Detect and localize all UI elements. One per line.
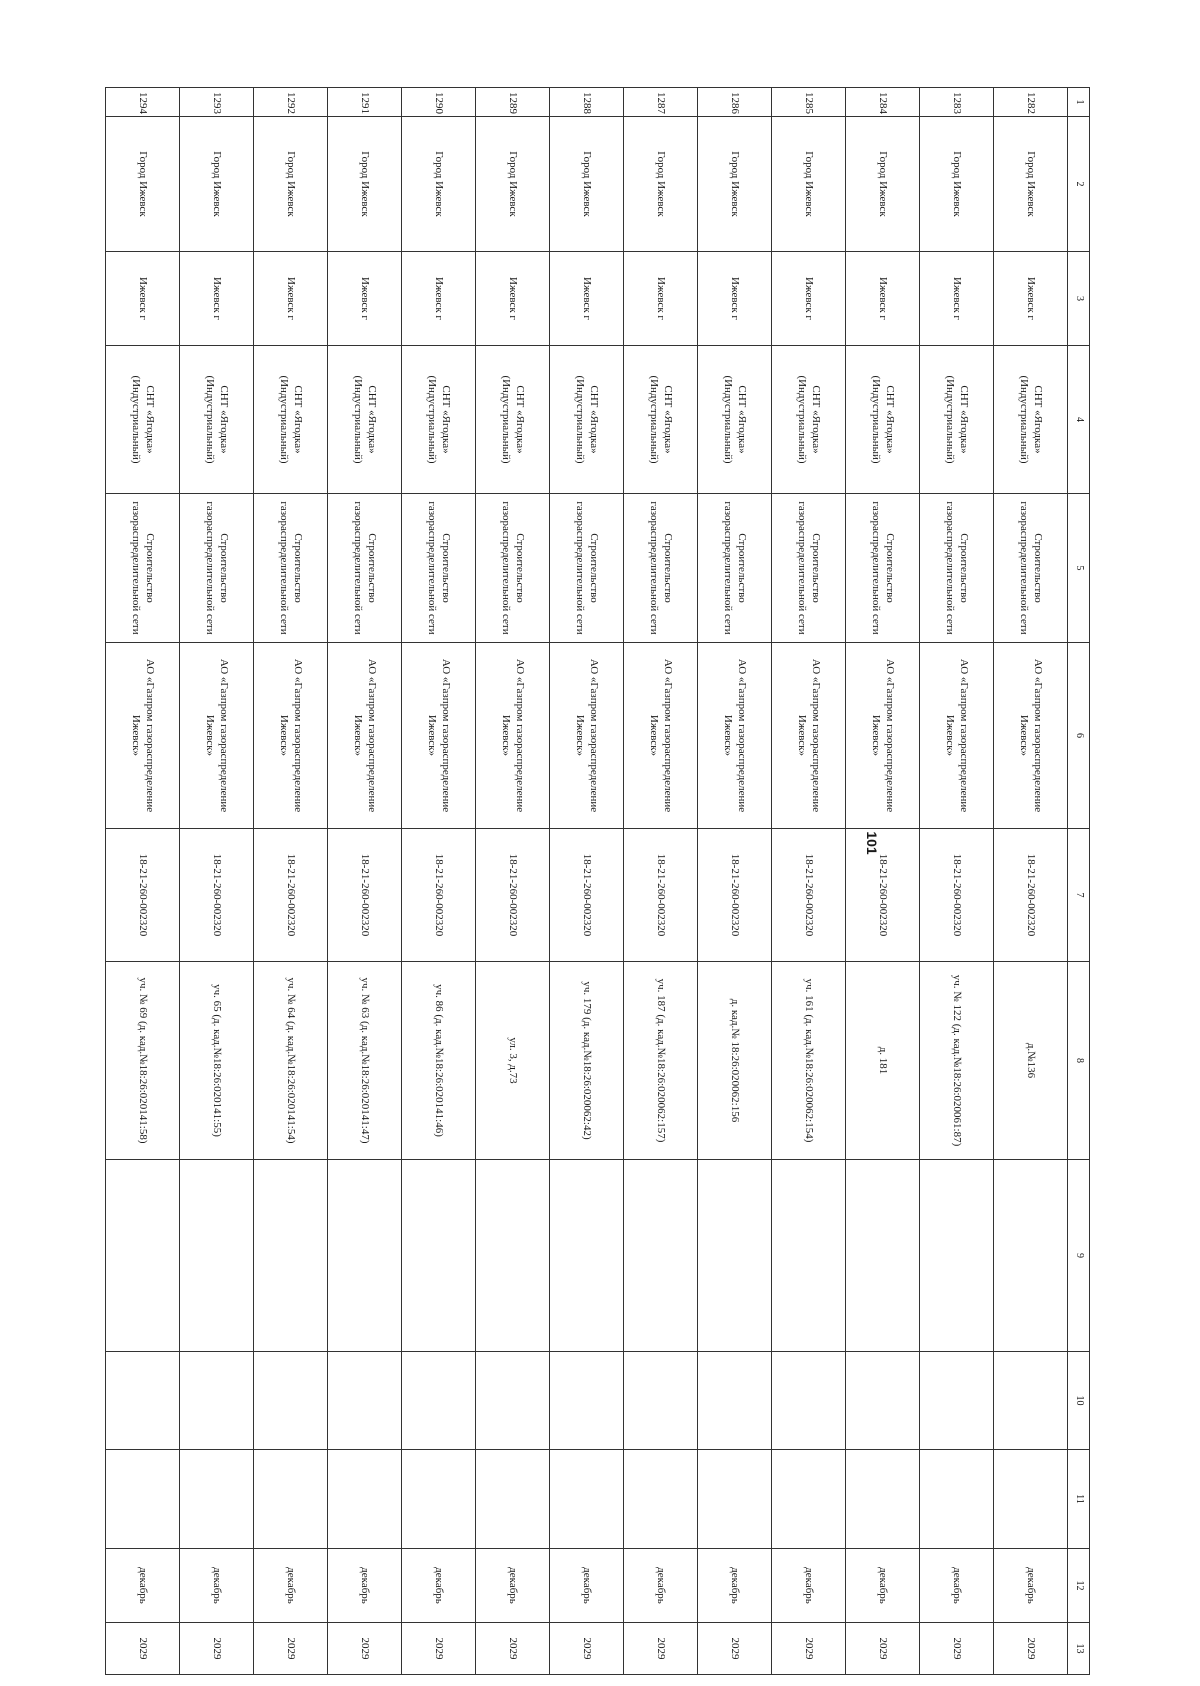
month-cell: декабрь bbox=[328, 1549, 402, 1623]
settlement-cell: Ижевск г bbox=[402, 252, 476, 346]
col11-cell bbox=[254, 1450, 328, 1549]
work-type-cell: Строительство газораспределительной сети bbox=[180, 494, 254, 643]
organization-cell: АО «Газпром газораспределение Ижевск» bbox=[476, 643, 550, 829]
row-number-cell: 1292 bbox=[254, 88, 328, 117]
settlement-cell: Ижевск г bbox=[328, 252, 402, 346]
table-row bbox=[920, 88, 994, 1675]
month-cell: декабрь bbox=[254, 1549, 328, 1623]
permit-number-cell: 18-21-260-002320 bbox=[994, 829, 1068, 962]
table-row bbox=[254, 88, 328, 1675]
organization-cell: АО «Газпром газораспределение Ижевск» bbox=[106, 643, 180, 829]
location-cell: СНТ «Ягодка» (Индустриальный) bbox=[476, 346, 550, 494]
municipality-cell: Город Ижевск bbox=[180, 117, 254, 252]
municipality-cell: Город Ижевск bbox=[772, 117, 846, 252]
organization-cell: АО «Газпром газораспределение Ижевск» bbox=[254, 643, 328, 829]
col11-cell bbox=[920, 1450, 994, 1549]
header-cell: 6 bbox=[1068, 643, 1090, 829]
col11-cell bbox=[624, 1450, 698, 1549]
col11-cell bbox=[106, 1450, 180, 1549]
permit-number-cell: 18-21-260-002320 bbox=[402, 829, 476, 962]
work-type-cell: Строительство газораспределительной сети bbox=[994, 494, 1068, 643]
municipality-cell: Город Ижевск bbox=[624, 117, 698, 252]
settlement-cell: Ижевск г bbox=[920, 252, 994, 346]
table-row bbox=[698, 88, 772, 1675]
location-cell: СНТ «Ягодка» (Индустриальный) bbox=[254, 346, 328, 494]
work-type-cell: Строительство газораспределительной сети bbox=[920, 494, 994, 643]
row-number-cell: 1289 bbox=[476, 88, 550, 117]
year-cell: 2029 bbox=[550, 1623, 624, 1675]
row-number-cell: 1288 bbox=[550, 88, 624, 117]
organization-cell: АО «Газпром газораспределение Ижевск» bbox=[624, 643, 698, 829]
col10-cell bbox=[106, 1352, 180, 1450]
settlement-cell: Ижевск г bbox=[106, 252, 180, 346]
year-cell: 2029 bbox=[254, 1623, 328, 1675]
table-row bbox=[106, 88, 180, 1675]
year-cell: 2029 bbox=[994, 1623, 1068, 1675]
col11-cell bbox=[994, 1450, 1068, 1549]
settlement-cell: Ижевск г bbox=[476, 252, 550, 346]
municipality-cell: Город Ижевск bbox=[846, 117, 920, 252]
address-cell: уч. 187 (д. кад.№18:26:020062:157) bbox=[624, 962, 698, 1160]
header-cell: 4 bbox=[1068, 346, 1090, 494]
header-cell: 11 bbox=[1068, 1450, 1090, 1549]
row-number-cell: 1291 bbox=[328, 88, 402, 117]
address-cell: д. 181 bbox=[846, 962, 920, 1160]
organization-cell: АО «Газпром газораспределение Ижевск» bbox=[698, 643, 772, 829]
month-cell: декабрь bbox=[550, 1549, 624, 1623]
month-cell: декабрь bbox=[920, 1549, 994, 1623]
data-table bbox=[105, 87, 1090, 1675]
header-row bbox=[1068, 88, 1090, 1675]
municipality-cell: Город Ижевск bbox=[550, 117, 624, 252]
year-cell: 2029 bbox=[402, 1623, 476, 1675]
permit-number-cell: 18-21-260-002320 bbox=[698, 829, 772, 962]
location-cell: СНТ «Ягодка» (Индустриальный) bbox=[920, 346, 994, 494]
month-cell: декабрь bbox=[180, 1549, 254, 1623]
permit-number-cell: 18-21-260-002320 bbox=[846, 829, 920, 962]
address-cell: уч. 179 (д. кад.№18:26:020062:42) bbox=[550, 962, 624, 1160]
month-cell: декабрь bbox=[106, 1549, 180, 1623]
settlement-cell: Ижевск г bbox=[846, 252, 920, 346]
settlement-cell: Ижевск г bbox=[254, 252, 328, 346]
col10-cell bbox=[402, 1352, 476, 1450]
location-cell: СНТ «Ягодка» (Индустриальный) bbox=[772, 346, 846, 494]
col9-cell bbox=[550, 1160, 624, 1352]
permit-number-cell: 18-21-260-002320 bbox=[920, 829, 994, 962]
col9-cell bbox=[328, 1160, 402, 1352]
organization-cell: АО «Газпром газораспределение Ижевск» bbox=[772, 643, 846, 829]
row-number-cell: 1293 bbox=[180, 88, 254, 117]
municipality-cell: Город Ижевск bbox=[106, 117, 180, 252]
header-cell: 7 bbox=[1068, 829, 1090, 962]
col9-cell bbox=[624, 1160, 698, 1352]
row-number-cell: 1294 bbox=[106, 88, 180, 117]
year-cell: 2029 bbox=[698, 1623, 772, 1675]
col9-cell bbox=[402, 1160, 476, 1352]
settlement-cell: Ижевск г bbox=[772, 252, 846, 346]
col10-cell bbox=[476, 1352, 550, 1450]
col11-cell bbox=[550, 1450, 624, 1549]
header-cell: 8 bbox=[1068, 962, 1090, 1160]
work-type-cell: Строительство газораспределительной сети bbox=[476, 494, 550, 643]
col9-cell bbox=[994, 1160, 1068, 1352]
municipality-cell: Город Ижевск bbox=[402, 117, 476, 252]
address-cell: д. кад.№ 18:26:020062:156 bbox=[698, 962, 772, 1160]
row-number-cell: 1287 bbox=[624, 88, 698, 117]
location-cell: СНТ «Ягодка» (Индустриальный) bbox=[402, 346, 476, 494]
row-number-cell: 1282 bbox=[994, 88, 1068, 117]
col11-cell bbox=[402, 1450, 476, 1549]
row-number-cell: 1286 bbox=[698, 88, 772, 117]
col10-cell bbox=[550, 1352, 624, 1450]
permit-number-cell: 18-21-260-002320 bbox=[550, 829, 624, 962]
table-row bbox=[328, 88, 402, 1675]
month-cell: декабрь bbox=[698, 1549, 772, 1623]
permit-number-cell: 18-21-260-002320 bbox=[328, 829, 402, 962]
permit-number-cell: 18-21-260-002320 bbox=[624, 829, 698, 962]
header-cell: 13 bbox=[1068, 1623, 1090, 1675]
work-type-cell: Строительство газораспределительной сети bbox=[402, 494, 476, 643]
year-cell: 2029 bbox=[920, 1623, 994, 1675]
col9-cell bbox=[772, 1160, 846, 1352]
address-cell: д.№136 bbox=[994, 962, 1068, 1160]
location-cell: СНТ «Ягодка» (Индустриальный) bbox=[994, 346, 1068, 494]
header-cell: 12 bbox=[1068, 1549, 1090, 1623]
location-cell: СНТ «Ягодка» (Индустриальный) bbox=[550, 346, 624, 494]
municipality-cell: Город Ижевск bbox=[920, 117, 994, 252]
table-row bbox=[550, 88, 624, 1675]
permit-number-cell: 18-21-260-002320 bbox=[254, 829, 328, 962]
col10-cell bbox=[994, 1352, 1068, 1450]
organization-cell: АО «Газпром газораспределение Ижевск» bbox=[994, 643, 1068, 829]
address-cell: уч. 86 (д. кад.№18:26:020141:46) bbox=[402, 962, 476, 1160]
location-cell: СНТ «Ягодка» (Индустриальный) bbox=[328, 346, 402, 494]
header-cell: 9 bbox=[1068, 1160, 1090, 1352]
col9-cell bbox=[106, 1160, 180, 1352]
settlement-cell: Ижевск г bbox=[994, 252, 1068, 346]
organization-cell: АО «Газпром газораспределение Ижевск» bbox=[550, 643, 624, 829]
location-cell: СНТ «Ягодка» (Индустриальный) bbox=[106, 346, 180, 494]
col9-cell bbox=[180, 1160, 254, 1352]
col10-cell bbox=[328, 1352, 402, 1450]
municipality-cell: Город Ижевск bbox=[698, 117, 772, 252]
month-cell: декабрь bbox=[476, 1549, 550, 1623]
row-number-cell: 1284 bbox=[846, 88, 920, 117]
year-cell: 2029 bbox=[328, 1623, 402, 1675]
table-row bbox=[476, 88, 550, 1675]
col9-cell bbox=[476, 1160, 550, 1352]
table-row bbox=[402, 88, 476, 1675]
address-cell: уч. № 64 (д. кад.№18:26:020141:54) bbox=[254, 962, 328, 1160]
municipality-cell: Город Ижевск bbox=[476, 117, 550, 252]
work-type-cell: Строительство газораспределительной сети bbox=[106, 494, 180, 643]
table-row bbox=[846, 88, 920, 1675]
col10-cell bbox=[772, 1352, 846, 1450]
row-number-cell: 1283 bbox=[920, 88, 994, 117]
year-cell: 2029 bbox=[624, 1623, 698, 1675]
row-number-cell: 1285 bbox=[772, 88, 846, 117]
municipality-cell: Город Ижевск bbox=[328, 117, 402, 252]
month-cell: декабрь bbox=[846, 1549, 920, 1623]
work-type-cell: Строительство газораспределительной сети bbox=[698, 494, 772, 643]
address-cell: ул. 3, д.73 bbox=[476, 962, 550, 1160]
location-cell: СНТ «Ягодка» (Индустриальный) bbox=[624, 346, 698, 494]
col9-cell bbox=[254, 1160, 328, 1352]
col10-cell bbox=[254, 1352, 328, 1450]
permit-number-cell: 18-21-260-002320 bbox=[180, 829, 254, 962]
col9-cell bbox=[920, 1160, 994, 1352]
col9-cell bbox=[846, 1160, 920, 1352]
municipality-cell: Город Ижевск bbox=[254, 117, 328, 252]
work-type-cell: Строительство газораспределительной сети bbox=[550, 494, 624, 643]
organization-cell: АО «Газпром газораспределение Ижевск» bbox=[846, 643, 920, 829]
month-cell: декабрь bbox=[624, 1549, 698, 1623]
permit-number-cell: 18-21-260-002320 bbox=[106, 829, 180, 962]
year-cell: 2029 bbox=[476, 1623, 550, 1675]
col11-cell bbox=[180, 1450, 254, 1549]
col11-cell bbox=[328, 1450, 402, 1549]
permit-number-cell: 18-21-260-002320 bbox=[772, 829, 846, 962]
settlement-cell: Ижевск г bbox=[550, 252, 624, 346]
address-cell: уч. 161 (д. кад.№18:26:020062:154) bbox=[772, 962, 846, 1160]
year-cell: 2029 bbox=[106, 1623, 180, 1675]
header-cell: 5 bbox=[1068, 494, 1090, 643]
table-row bbox=[772, 88, 846, 1675]
organization-cell: АО «Газпром газораспределение Ижевск» bbox=[180, 643, 254, 829]
col10-cell bbox=[624, 1352, 698, 1450]
year-cell: 2029 bbox=[846, 1623, 920, 1675]
year-cell: 2029 bbox=[772, 1623, 846, 1675]
col10-cell bbox=[698, 1352, 772, 1450]
table-wrapper bbox=[130, 87, 1090, 1660]
header-cell: 2 bbox=[1068, 117, 1090, 252]
location-cell: СНТ «Ягодка» (Индустриальный) bbox=[698, 346, 772, 494]
col10-cell bbox=[920, 1352, 994, 1450]
table-body bbox=[106, 88, 1068, 1675]
month-cell: декабрь bbox=[402, 1549, 476, 1623]
municipality-cell: Город Ижевск bbox=[994, 117, 1068, 252]
col9-cell bbox=[698, 1160, 772, 1352]
col11-cell bbox=[772, 1450, 846, 1549]
settlement-cell: Ижевск г bbox=[180, 252, 254, 346]
address-cell: уч. № 69 (д. кад.№18:26:020141:58) bbox=[106, 962, 180, 1160]
header-cell: 3 bbox=[1068, 252, 1090, 346]
address-cell: уч. № 63 (д. кад.№18:26:020141:47) bbox=[328, 962, 402, 1160]
table-row bbox=[624, 88, 698, 1675]
settlement-cell: Ижевск г bbox=[624, 252, 698, 346]
month-cell: декабрь bbox=[994, 1549, 1068, 1623]
header-cell: 1 bbox=[1068, 88, 1090, 117]
work-type-cell: Строительство газораспределительной сети bbox=[254, 494, 328, 643]
col11-cell bbox=[846, 1450, 920, 1549]
year-cell: 2029 bbox=[180, 1623, 254, 1675]
organization-cell: АО «Газпром газораспределение Ижевск» bbox=[328, 643, 402, 829]
col10-cell bbox=[846, 1352, 920, 1450]
organization-cell: АО «Газпром газораспределение Ижевск» bbox=[402, 643, 476, 829]
address-cell: уч. 65 (д. кад.№18:26:020141:55) bbox=[180, 962, 254, 1160]
location-cell: СНТ «Ягодка» (Индустриальный) bbox=[180, 346, 254, 494]
location-cell: СНТ «Ягодка» (Индустриальный) bbox=[846, 346, 920, 494]
col11-cell bbox=[698, 1450, 772, 1549]
work-type-cell: Строительство газораспределительной сети bbox=[328, 494, 402, 643]
month-cell: декабрь bbox=[772, 1549, 846, 1623]
page-number: 101 bbox=[864, 831, 880, 855]
row-number-cell: 1290 bbox=[402, 88, 476, 117]
header-cell: 10 bbox=[1068, 1352, 1090, 1450]
table-row bbox=[180, 88, 254, 1675]
table-row bbox=[994, 88, 1068, 1675]
work-type-cell: Строительство газораспределительной сети bbox=[772, 494, 846, 643]
col10-cell bbox=[180, 1352, 254, 1450]
work-type-cell: Строительство газораспределительной сети bbox=[624, 494, 698, 643]
settlement-cell: Ижевск г bbox=[698, 252, 772, 346]
col11-cell bbox=[476, 1450, 550, 1549]
address-cell: уч. № 122 (д. кад.№18:26:020061:87) bbox=[920, 962, 994, 1160]
permit-number-cell: 18-21-260-002320 bbox=[476, 829, 550, 962]
work-type-cell: Строительство газораспределительной сети bbox=[846, 494, 920, 643]
organization-cell: АО «Газпром газораспределение Ижевск» bbox=[920, 643, 994, 829]
